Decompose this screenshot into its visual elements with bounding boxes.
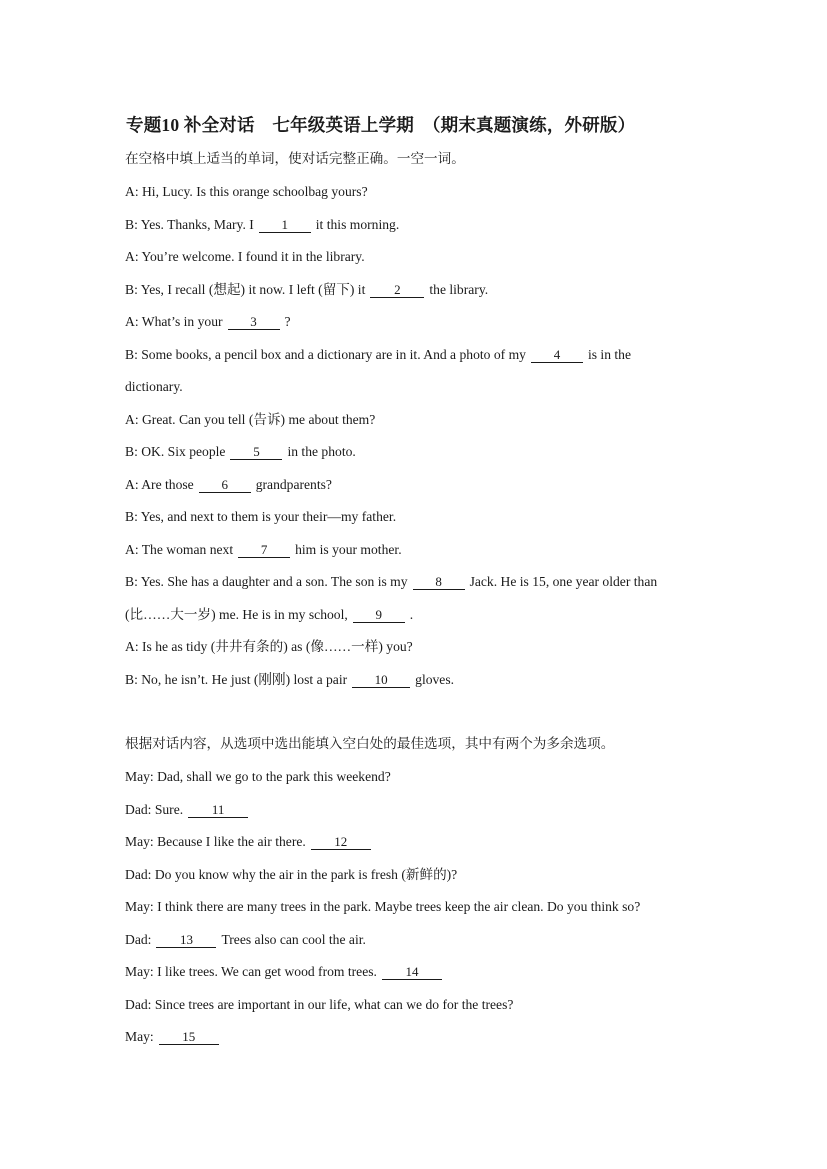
dialog-line: dictionary. xyxy=(125,379,183,394)
blank-11[interactable]: 11 xyxy=(188,802,248,818)
dialog-line: B: Yes. Thanks, Mary. I 1 it this morning. xyxy=(125,217,400,232)
blank-9[interactable]: 9 xyxy=(353,607,405,623)
dialog-line: A: Are those 6 grandparents? xyxy=(125,477,332,492)
dialog-line: B: Yes. She has a daughter and a son. The son is my 8 Jack. He is 15, one year older than xyxy=(125,574,658,589)
dialog-line: B: Some books, a pencil box and a dictionary are in it. And a photo of my 4 is in the xyxy=(125,347,631,362)
blank-2[interactable]: 2 xyxy=(370,282,424,298)
dialog-line: A: Hi, Lucy. Is this orange schoolbag yours? xyxy=(125,184,368,199)
dialog-line: Dad: Since trees are important in our life, what can we do for the trees? xyxy=(125,997,514,1012)
instruction-part2: 根据对话内容，从选项中选出能填入空白处的最佳选项，其中有两个为多余选项。 xyxy=(125,736,615,751)
blank-1[interactable]: 1 xyxy=(259,217,311,233)
dialog-line: May: Because I like the air there. 12 xyxy=(125,833,376,851)
blank-3[interactable]: 3 xyxy=(228,314,280,330)
dialog-line: A: Is he as tidy (井井有条的) as (像……一样) you? xyxy=(125,639,413,654)
dialog-line: A: The woman next 7 him is your mother. xyxy=(125,542,402,557)
dialog-line: May: I think there are many trees in the park. Maybe trees keep the air clean. Do you think so? xyxy=(125,899,641,914)
dialog-line: B: No, he isn’t. He just (刚刚) lost a pair 10 gloves. xyxy=(125,672,455,687)
blank-8[interactable]: 8 xyxy=(413,574,465,590)
dialog-line: B: Yes, I recall (想起) it now. I left (留下) it 2 the library. xyxy=(125,282,489,297)
dialog-line: A: What’s in your 3 ? xyxy=(125,314,291,329)
blank-12[interactable]: 12 xyxy=(311,834,371,850)
dialog-line: B: OK. Six people 5 in the photo. xyxy=(125,444,356,459)
dialog-line: Dad: 13 Trees also can cool the air. xyxy=(125,932,366,947)
dialog-line: Dad: Sure. 11 xyxy=(125,801,253,819)
dialog-line: Dad: Do you know why the air in the park is fresh (新鲜的)? xyxy=(125,867,458,882)
blank-15[interactable]: 15 xyxy=(159,1029,219,1045)
dialog-line: (比……大一岁) me. He is in my school, 9 . xyxy=(125,607,414,622)
dialog-line: May: I like trees. We can get wood from trees. 14 xyxy=(125,963,447,981)
blank-5[interactable]: 5 xyxy=(230,444,282,460)
dialog-line: May: Dad, shall we go to the park this weekend? xyxy=(125,769,391,784)
blank-10[interactable]: 10 xyxy=(352,672,410,688)
dialog-line: A: Great. Can you tell (告诉) me about them? xyxy=(125,412,376,427)
blank-6[interactable]: 6 xyxy=(199,477,251,493)
blank-13[interactable]: 13 xyxy=(156,932,216,948)
blank-14[interactable]: 14 xyxy=(382,964,442,980)
blank-7[interactable]: 7 xyxy=(238,542,290,558)
dialog-line: B: Yes, and next to them is your their—my father. xyxy=(125,509,397,524)
page-title: 专题10 补全对话 七年级英语上学期 （期末真题演练，外研版） xyxy=(126,115,636,135)
dialog-line: May: 15 xyxy=(125,1028,224,1046)
blank-4[interactable]: 4 xyxy=(531,347,583,363)
instruction-part1: 在空格中填上适当的单词，使对话完整正确。一空一词。 xyxy=(125,151,465,166)
dialog-line: A: You’re welcome. I found it in the library. xyxy=(125,249,365,264)
